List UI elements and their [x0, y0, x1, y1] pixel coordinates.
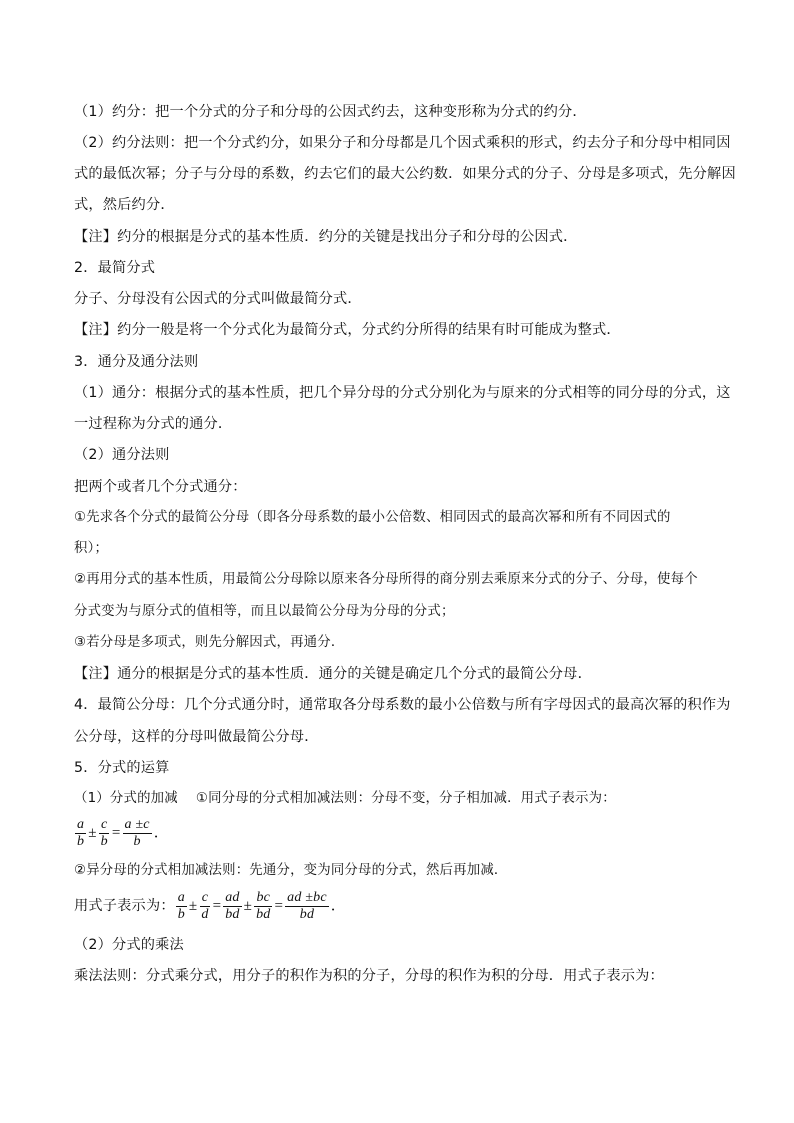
- text-line: （1）通分：根据分式的基本性质，把几个异分母的分式分别化为与原来的分式相等的同分母的分式，这: [74, 385, 731, 401]
- note-line: 【注】约分的根据是分式的基本性质．约分的关键是找出分子和分母的公因式．: [74, 229, 578, 245]
- subsection-heading: （2）通分法则: [74, 447, 170, 463]
- fraction: $\frac{ad}{bd}$: [225, 889, 240, 922]
- fraction: $\frac{bc}{bd}$: [256, 889, 271, 922]
- text-line: ①先求各个分式的最简公分母（即各分母系数的最小公倍数、相同因式的最高次幂和所有不同因式的: [74, 510, 671, 525]
- equals-sign: =: [274, 898, 284, 914]
- fraction: $\frac{a}{b}$: [77, 816, 85, 849]
- text-line: 公分母，这样的分母叫做最简公分母．: [74, 729, 319, 745]
- fraction: $\frac{c}{b}$: [100, 816, 108, 849]
- text-line: 分子、分母没有公因式的分式叫做最简分式．: [74, 291, 362, 307]
- formula-different-denominator: [74, 888, 724, 924]
- fraction-result: $\frac{ad \pm bc}{bd}$: [287, 889, 327, 922]
- plus-minus-sign: ±: [188, 898, 198, 914]
- text-line: 一过程称为分式的通分．: [74, 416, 233, 432]
- text-line: 乘法法则：分式乘分式，用分子的积作为积的分子，分母的积作为积的分母．用式子表示为：: [74, 968, 664, 984]
- text-line: 式，然后约分．: [74, 197, 175, 213]
- equals-sign: =: [111, 825, 121, 841]
- period: ．: [153, 825, 169, 841]
- period: ．: [330, 898, 346, 914]
- equals-sign: =: [212, 898, 222, 914]
- formula-prefix: 用式子表示为：: [74, 898, 175, 914]
- plus-minus-sign: ±: [243, 898, 253, 914]
- note-line: 【注】通分的根据是分式的基本性质．通分的关键是确定几个分式的最简公分母．: [74, 666, 592, 682]
- text-line: 式的最低次幂；分子与分母的系数，约去它们的最大公约数．如果分式的分子、分母是多项式，先分解因: [74, 166, 736, 182]
- formula-same-denominator: [74, 815, 724, 851]
- section-heading: 3．通分及通分法则: [74, 354, 199, 370]
- fraction: $\frac{a}{b}$: [177, 889, 185, 922]
- text-line: （1）约分：把一个分式的分子和分母的公因式约去，这种变形称为分式的约分．: [74, 104, 587, 120]
- text-line: ②再用分式的基本性质，用最简公分母除以原来各分母所得的商分别去乘原来分式的分子、分母，使每个: [74, 572, 698, 587]
- text-line: （1）分式的加减 ①同分母的分式相加减法则：分母不变，分子相加减．用式子表示为：: [74, 791, 616, 806]
- text-line: 分式变为与原分式的值相等，而且以最简公分母为分母的分式；: [74, 604, 455, 619]
- text-line: ③若分母是多项式，则先分解因式，再通分．: [74, 635, 345, 650]
- subsection-heading: （2）分式的乘法: [74, 937, 184, 953]
- section-heading: 2．最简分式: [74, 260, 156, 276]
- plus-minus-sign: ±: [88, 825, 97, 841]
- section-heading: 5．分式的运算: [74, 760, 170, 776]
- text-line: （2）约分法则：把一个分式约分，如果分子和分母都是几个因式乘积的形式，约去分子和分母中相同因: [74, 135, 731, 151]
- text-line: 把两个或者几个分式通分：: [74, 479, 247, 495]
- text-line: ②异分母的分式相加减法则：先通分，变为同分母的分式，然后再加减．: [74, 863, 508, 878]
- note-line: 【注】约分一般是将一个分式化为最简分式，分式约分所得的结果有时可能成为整式．: [74, 322, 621, 338]
- text-line: 4．最简公分母：几个分式通分时，通常取各分母系数的最小公倍数与所有字母因式的最高次幂的积作为: [74, 697, 731, 713]
- fraction-result: $\frac{a \pm c}{b}$: [124, 816, 150, 849]
- fraction: $\frac{c}{d}$: [201, 889, 209, 922]
- text-line: 积）；: [74, 541, 109, 556]
